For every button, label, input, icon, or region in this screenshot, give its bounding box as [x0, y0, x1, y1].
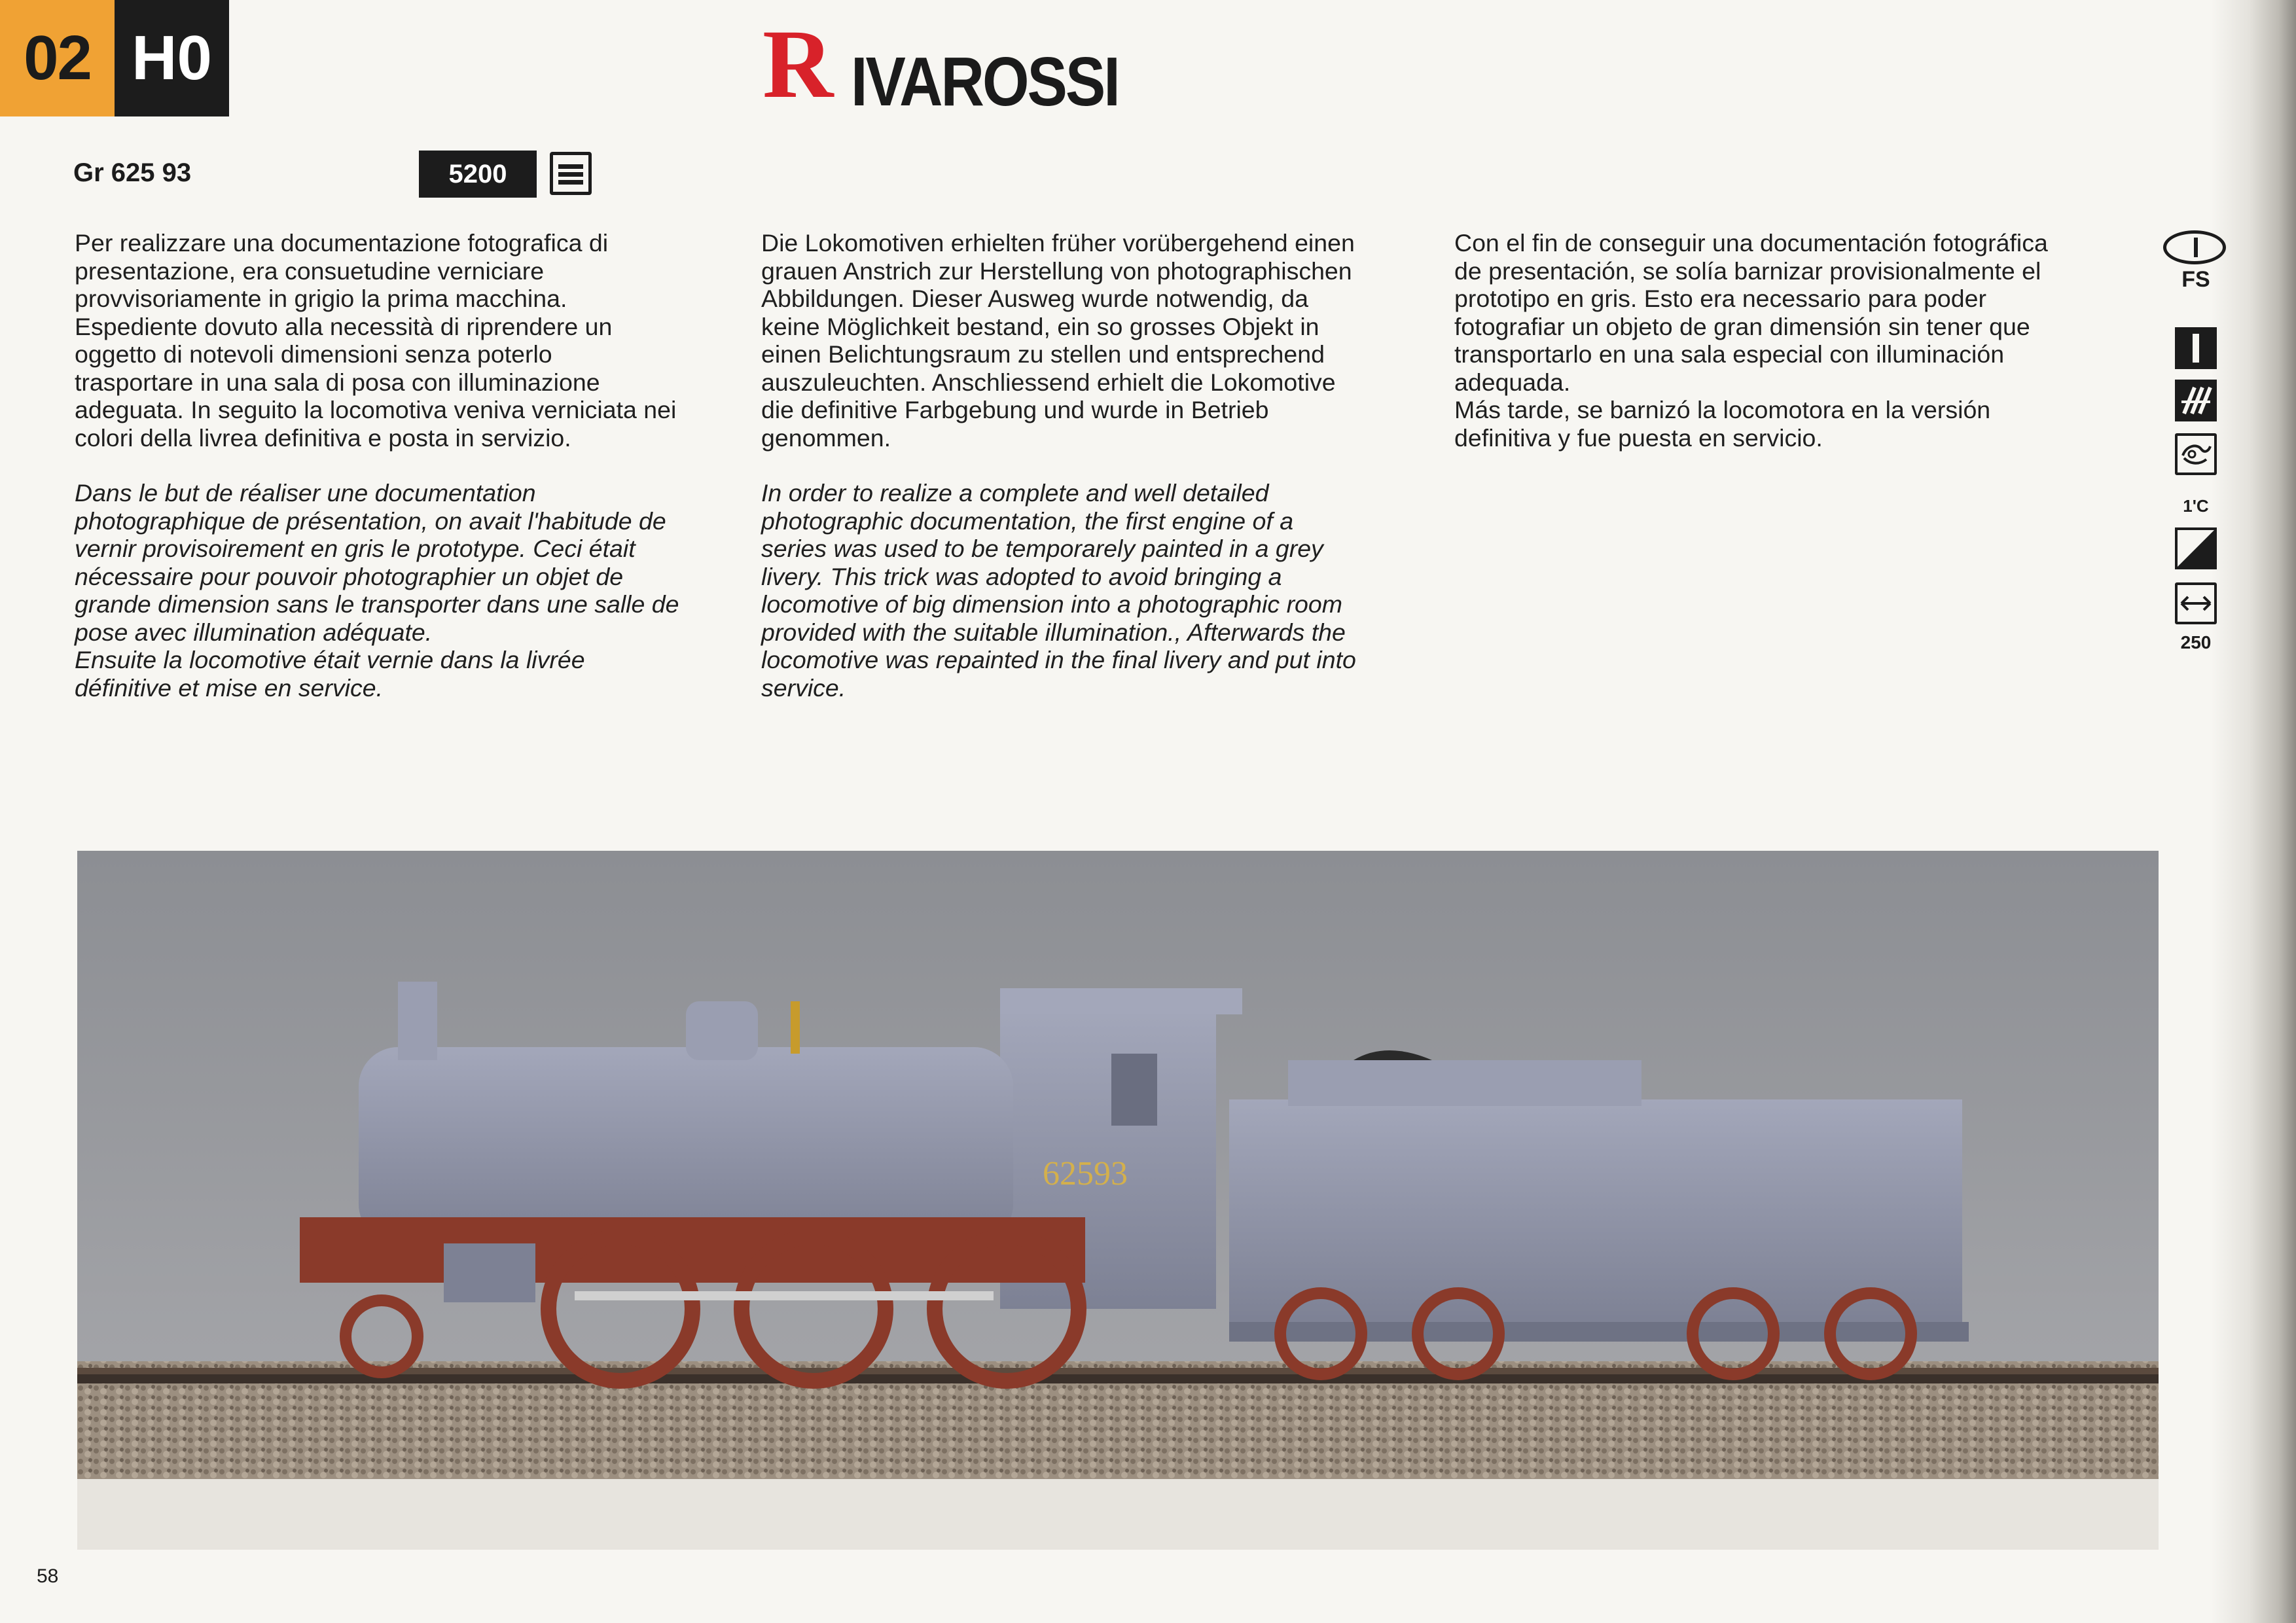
text-english: In order to realize a complete and well detailed photographic documentation, the first engine of a series was used to be temporarely painted in a grey livery. This trick was adopted to avoid bringing a locomotive of big dimension into a photographic room provided with the suitable illumination., Afterwards the locomotive was repainted in the final livery and put into service. — [761, 479, 1356, 702]
lighting-icon — [2175, 527, 2217, 569]
railway-country-icon — [2163, 230, 2226, 264]
scale-tab: H0 — [115, 0, 229, 116]
brand-logo-word: IVAROSSI — [851, 43, 1119, 121]
model-name: Gr 625 93 — [73, 158, 192, 187]
brand-logo-initial: R — [762, 10, 830, 118]
catalog-number-badge: 5200 — [419, 151, 537, 198]
text-column-right — [1454, 229, 2122, 479]
section-number-tab: 02 — [0, 0, 115, 116]
railway-label: FS — [2181, 267, 2210, 292]
text-german: Die Lokomotiven erhielten früher vorübergehend einen grauen Anstrich zur Herstellung von photographischen Abbildungen. Dieser Ausweg wurde notwendig, da keine Möglichkeit bestand, ein so grosses Objekt in einen Belichtungsraum zu stellen und entsprechend auszuleuchten. Anschliessend erhielt die Lokomotive die definitive Farbgebung und wurde in Betrieb genommen. — [761, 229, 1355, 452]
dc-current-icon — [550, 152, 592, 195]
text-french: Dans le but de réaliser une documentation photographique de présentation, on avait l'habitude de vernir provisoirement en gris le prototype. Ceci était nécessaire pour pouvoir photographier un objet de grande dimension sans le transporter dans une salle de pose avec illumination adéquate. Ensuite la locomotive était vernie dans la livrée définitive et mise en service. — [75, 479, 679, 702]
era-decor-icon — [2175, 380, 2217, 421]
length-arrow-icon — [2175, 582, 2217, 624]
page-number: 58 — [37, 1565, 59, 1587]
brand-logo — [762, 10, 1129, 121]
text-column-left — [75, 229, 742, 729]
length-label: 250 — [2180, 632, 2212, 652]
text-spanish: Con el fin de conseguir una documentación fotográfica de presentación, se solía barnizar provisionalmente el prototipo en gris. Esto era necessario para poder fotografiar un objeto de gran dimensión sin tener que transportarlo en una sala especial con illuminación adequada. Más tarde, se barnizó la locomotora en la versión definitiva y fue puesta en servicio. — [1454, 229, 2048, 452]
coupling-hook-icon — [2175, 433, 2217, 475]
number-plate: 62593 — [1043, 1155, 1128, 1192]
locomotive-photo — [77, 851, 2159, 1550]
epoch-i-icon — [2175, 327, 2217, 369]
axle-arrangement-label: 1'C — [2183, 496, 2209, 516]
text-italian: Per realizzare una documentazione fotografica di presentazione, era consuetudine verniciare provvisoriamente in grigio la prima macchina. Espediente dovuto alla necessità di riprendere un oggetto di notevoli dimensioni senza poterlo trasportare in una sala di posa con illuminazione adeguata. In seguito la locomotiva veniva verniciata nei colori della livrea definitiva e posta in servizio. — [75, 229, 677, 452]
text-column-middle — [761, 229, 1435, 729]
